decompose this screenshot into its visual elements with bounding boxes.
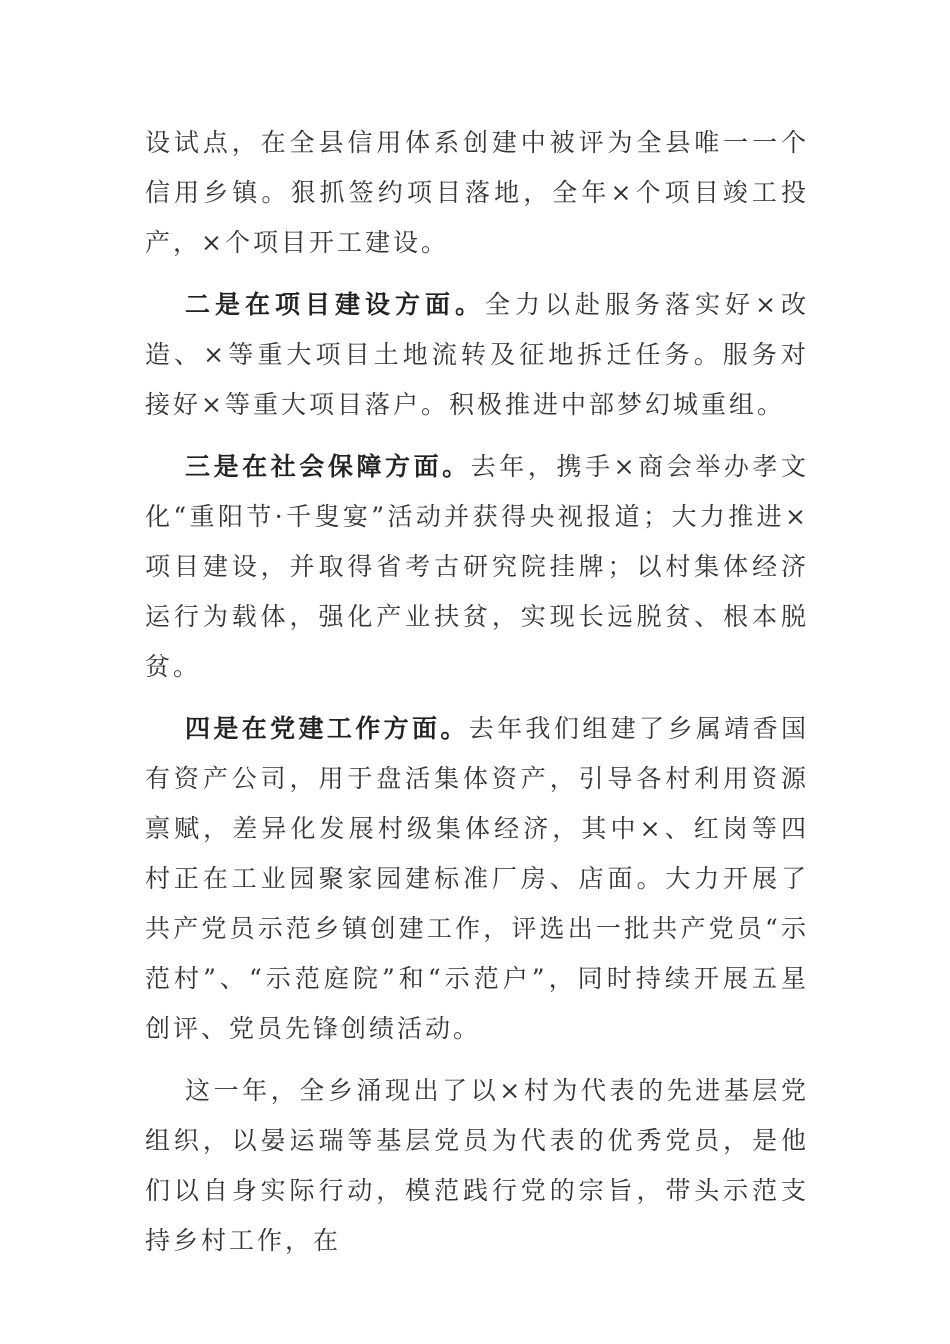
paragraph-2-text: 全力以赴服务落实好×改造、×等重大项目土地流转及征地拆迁任务。服务对接好×等重大项目落户。积极推进中部梦幻城重组。 [145, 290, 809, 419]
paragraph-1 [145, 118, 809, 268]
paragraph-2 [145, 280, 809, 430]
paragraph-4-heading: 四是在党建工作方面。 [185, 714, 469, 743]
paragraph-3-heading: 三是在社会保障方面。 [185, 452, 471, 481]
document-body [145, 118, 809, 1278]
paragraph-5 [145, 1066, 809, 1266]
paragraph-1-text: 设试点，在全县信用体系创建中被评为全县唯一一个信用乡镇。狠抓签约项目落地，全年×个项目竣工投产，×个项目开工建设。 [145, 128, 809, 257]
paragraph-4 [145, 704, 809, 1054]
paragraph-3-text: 去年，携手×商会举办孝文化“重阳节·千叟宴”活动并获得央视报道；大力推进×项目建设，并取得省考古研究院挂牌；以村集体经济运行为载体，强化产业扶贫，实现长远脱贫、根本脱贫。 [145, 452, 809, 681]
paragraph-5-text: 这一年，全乡涌现出了以×村为代表的先进基层党组织，以晏运瑞等基层党员为代表的优秀党员，是他们以自身实际行动，模范践行党的宗旨，带头示范支持乡村工作，在 [145, 1076, 809, 1255]
paragraph-2-heading: 二是在项目建设方面。 [185, 290, 486, 319]
paragraph-3 [145, 442, 809, 692]
paragraph-4-text: 去年我们组建了乡属靖香国有资产公司，用于盘活集体资产，引导各村利用资源禀赋，差异化发展村级集体经济，其中×、红岗等四村正在工业园聚家园建标准厂房、店面。大力开展了共产党员示范乡镇创建工作，评选出一批共产党员“示范村”、“示范庭院”和“示范户”，同时持续开展五星创评、党员先锋创绩活动。 [145, 714, 809, 1043]
